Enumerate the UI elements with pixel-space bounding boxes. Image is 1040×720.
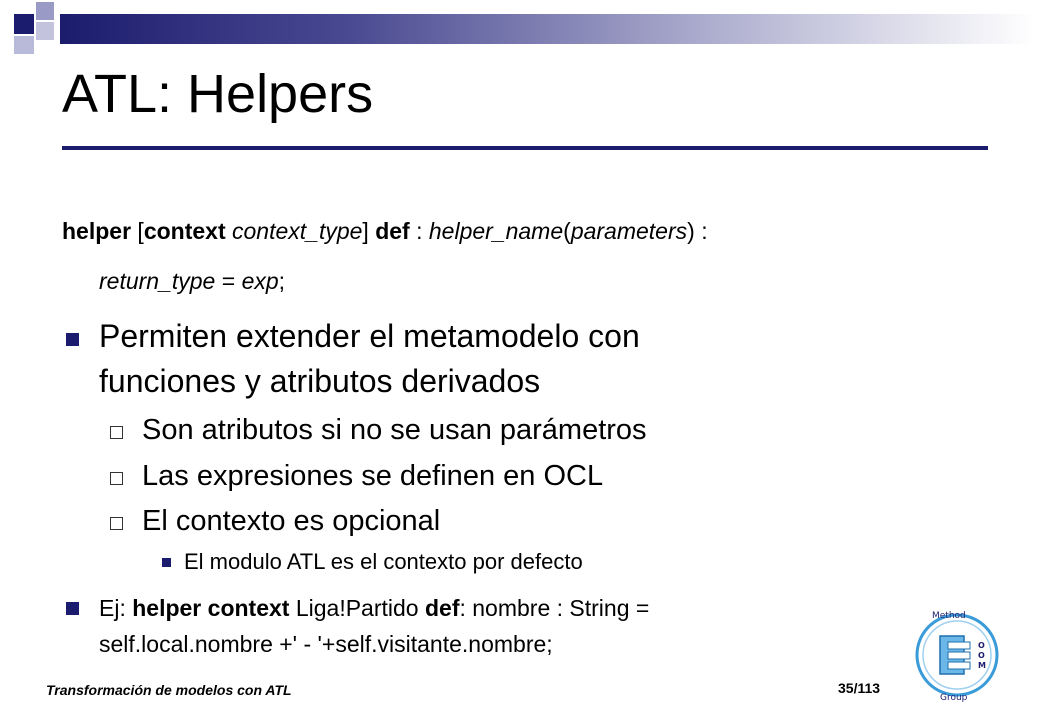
sub-sub-bullet-1: El modulo ATL es el contexto por defecto	[184, 549, 583, 574]
oom-method-group-logo	[908, 606, 1006, 704]
header-gradient-bar	[60, 14, 1035, 44]
bullet-2-line-1: Ej: helper context Liga!Partido def: nombre : String =	[99, 595, 650, 621]
sub-bullet-2: Las expresiones se definen en OCL	[142, 460, 604, 492]
bullet-square	[66, 602, 79, 615]
svg-text:M: M	[978, 661, 986, 670]
sub-bullet-3: El contexto es opcional	[142, 505, 441, 537]
sub-sub-bullet-square	[162, 558, 171, 567]
bullet-2-line-2: self.local.nombre +' - '+self.visitante.nombre;	[99, 631, 553, 657]
bullet-1-line-1: Permiten extender el metamodelo con	[99, 318, 640, 354]
sub-bullet-box	[110, 517, 123, 530]
svg-text:Method: Method	[932, 611, 966, 621]
svg-text:O: O	[978, 641, 985, 650]
page-number: 35/113	[838, 680, 881, 696]
svg-text:O: O	[978, 651, 985, 660]
svg-text:Group: Group	[940, 693, 968, 703]
sub-bullet-box	[110, 472, 123, 485]
decor-square-pale-2	[14, 36, 34, 54]
sub-bullet-box	[110, 426, 123, 439]
decor-square-light	[36, 2, 54, 20]
title-underline	[62, 146, 988, 150]
bullet-square	[66, 333, 79, 346]
decor-square-dark	[14, 14, 34, 34]
helper-syntax-line-2: return_type = exp;	[99, 268, 286, 294]
sub-bullet-1: Son atributos si no se usan parámetros	[142, 414, 647, 446]
footer-course-title: Transformación de modelos con ATL	[46, 682, 292, 698]
bullet-1-line-2: funciones y atributos derivados	[99, 363, 541, 399]
decor-square-pale	[36, 22, 54, 40]
helper-syntax-line-1: helper [context context_type] def : helper_name(parameters) :	[62, 218, 708, 244]
slide-title: ATL: Helpers	[62, 64, 374, 124]
